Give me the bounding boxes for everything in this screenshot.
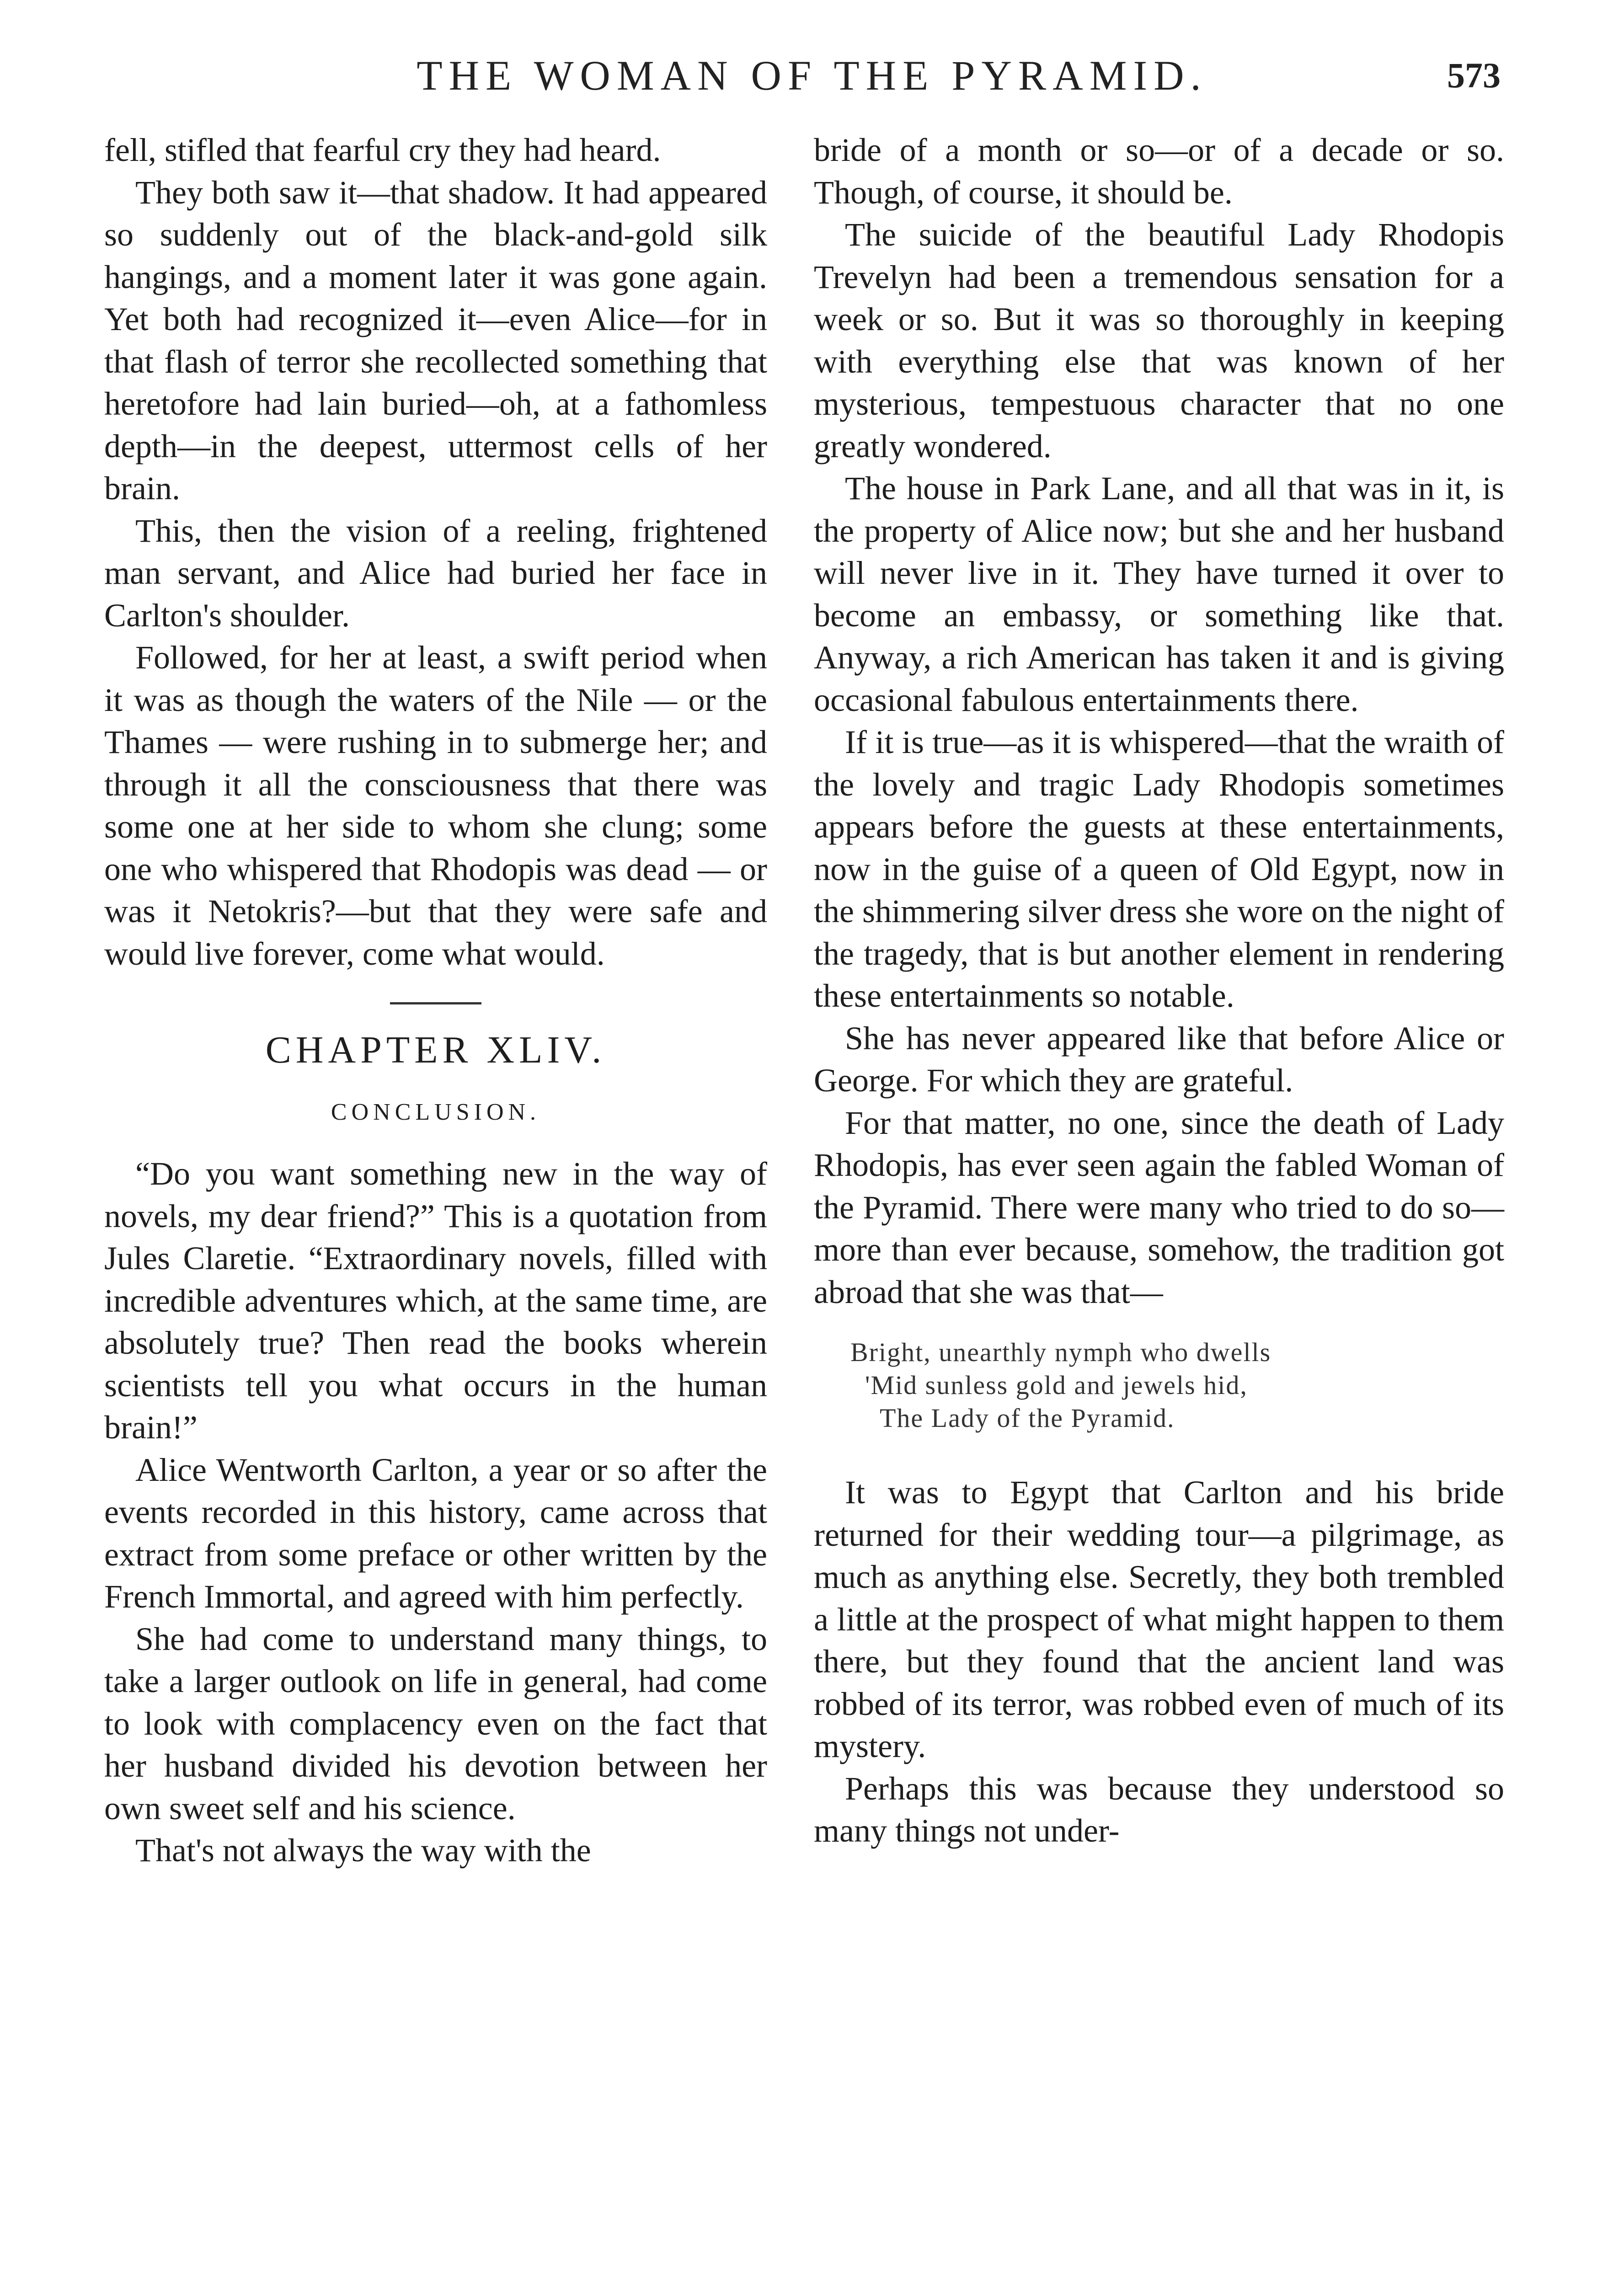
chapter-subtitle: CONCLUSION. xyxy=(331,1099,541,1125)
paragraph: If it is true—as it is whispered—that the wraith of the lovely and tragic Lady Rhodopis sometimes appears before the guests at these entertainments, now in the guise of a queen of Old Egypt, now in the shimmering silver dress she wore on the night of the tragedy, that is but another element in rendering these entertainments so notable. xyxy=(814,724,1504,1014)
page-number: 573 xyxy=(1447,55,1501,95)
left-column xyxy=(104,129,767,2286)
running-head: THE WOMAN OF THE PYRAMID. xyxy=(417,52,1207,99)
paragraph: She has never appeared like that before Alice or George. For which they are grateful. xyxy=(814,1020,1504,1099)
paragraph: Followed, for her at least, a swift period when it was as though the waters of the Nile — or the Thames — were rushing in to submerge her; and through it all the consciousness that there was some one at her side to whom she clung; some one who whispered that Rhodopis was dead — or was it Netokris?—but that they were safe and would live forever, come what would. xyxy=(104,639,767,972)
paragraph: bride of a month or so—or of a decade or so. Though, of course, it should be. xyxy=(814,132,1504,211)
paragraph: For that matter, no one, since the death of Lady Rhodopis, has ever seen again the fabled Woman of the Pyramid. There were many who tried to do so—more than ever because, somehow, the tradition got abroad that she was that— xyxy=(814,1104,1504,1310)
verse-line: The Lady of the Pyramid. xyxy=(880,1403,1175,1433)
verse-line: Bright, unearthly nymph who dwells xyxy=(850,1337,1271,1367)
verse-line: 'Mid sunless gold and jewels hid, xyxy=(865,1370,1248,1400)
paragraph: This, then the vision of a reeling, frightened man servant, and Alice had buried her face in Carlton's shoulder. xyxy=(104,512,767,634)
verse-quote xyxy=(850,1336,1504,1435)
chapter-title: CHAPTER XLIV. xyxy=(265,1029,606,1071)
page-header xyxy=(0,43,1624,107)
paragraph: “Do you want something new in the way of novels, my dear friend?” This is a quotation from Jules Claretie. “Extraordinary novels, filled with incredible adventures which, at the same time, are absolutely true? Then read the books wherein scientists tell you what occurs in the human brain!” xyxy=(104,1155,767,1446)
paragraph: fell, stifled that fearful cry they had heard. xyxy=(104,132,661,168)
paragraph: That's not always the way with the xyxy=(135,1832,591,1869)
paragraph: She had come to understand many things, to take a larger outlook on life in general, had come to look with complacency even on the fact that her husband divided his devotion between her own sweet self and his science. xyxy=(104,1620,767,1827)
paragraph: Perhaps this was because they understood so many things not under- xyxy=(814,1770,1504,1849)
paragraph: Alice Wentworth Carlton, a year or so after the events recorded in this history, came across that extract from some preface or other written by the French Immortal, and agreed with him perfectly. xyxy=(104,1451,767,1615)
paragraph: They both saw it—that shadow. It had appeared so suddenly out of the black-and-gold silk hangings, and a moment later it was gone again. Yet both had recognized it—even Alice—for in that flash of terror she recollected something that heretofore had lain buried—oh, at a fathomless depth—in the deepest, uttermost cells of her brain. xyxy=(104,174,767,507)
paragraph: It was to Egypt that Carlton and his bride returned for their wedding tour—a pilgrimage, as much as anything else. Secretly, they both trembled a little at the prospect of what might happen to them there, but they found that the ancient land was robbed of its terror, was robbed even of much of its mystery. xyxy=(814,1474,1504,1764)
right-column xyxy=(814,129,1504,2286)
paragraph: The house in Park Lane, and all that was in it, is the property of Alice now; but she and her husband will never live in it. They have turned it over to become an embassy, or something like that. Anyway, a rich American has taken it and is giving occasional fabulous entertainments there. xyxy=(814,470,1504,718)
section-divider xyxy=(390,1002,481,1004)
paragraph: The suicide of the beautiful Lady Rhodopis Trevelyn had been a tremendous sensation for a week or so. But it was so thoroughly in keeping with everything else that was known of her mysterious, tempestuous character that no one greatly wondered. xyxy=(814,216,1504,465)
